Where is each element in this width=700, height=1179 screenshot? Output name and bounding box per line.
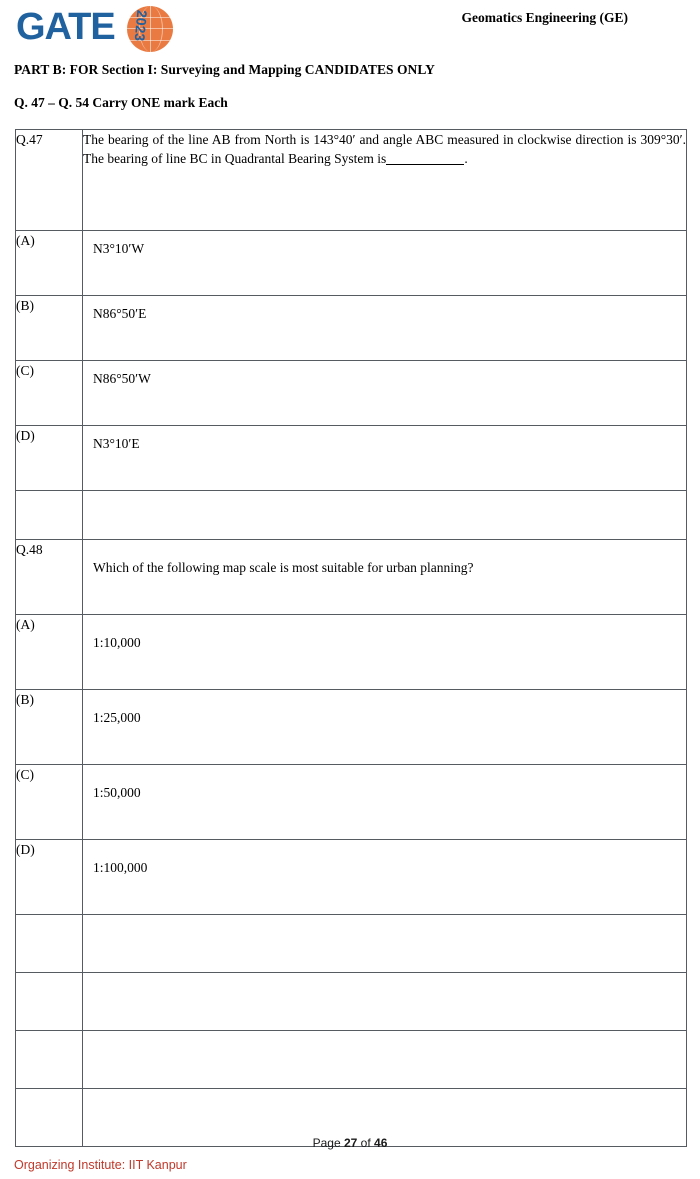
table-row-empty <box>16 1031 687 1089</box>
table-row[interactable] <box>16 296 687 361</box>
option-value-q47-b[interactable]: N86°50′E <box>83 296 687 361</box>
option-value-q48-d[interactable]: 1:100,000 <box>83 840 687 915</box>
option-label-q48-b: (B) <box>16 690 83 765</box>
table-row-empty <box>16 915 687 973</box>
option-value-q48-a[interactable]: 1:10,000 <box>83 615 687 690</box>
question-text-q47 <box>83 130 687 231</box>
question-text-q47-part2: . <box>464 151 468 167</box>
answer-blank <box>386 164 464 165</box>
question-text-q47-part1: The bearing of the line AB from North is 143°40′ and angle ABC measured in clockwise direction is 309°30′. The bearing of line BC in Quadrantal Bearing System is <box>83 132 686 167</box>
marks-heading: Q. 47 – Q. 54 Carry ONE mark Each <box>14 95 228 110</box>
question-text-q48: Which of the following map scale is most suitable for urban planning? <box>83 540 687 615</box>
table-row <box>16 540 687 615</box>
option-value-q48-b[interactable]: 1:25,000 <box>83 690 687 765</box>
option-value-q47-d[interactable]: N3°10′E <box>83 426 687 491</box>
table-row-empty <box>16 973 687 1031</box>
table-row <box>16 130 687 231</box>
table-row[interactable] <box>16 361 687 426</box>
question-number-q47: Q.47 <box>16 130 83 231</box>
footer-page-total: 46 <box>374 1136 388 1150</box>
option-value-q47-a[interactable]: N3°10′W <box>83 231 687 296</box>
table-row-spacer <box>16 491 687 540</box>
footer-page-prefix: Page <box>312 1136 344 1150</box>
option-label-q47-c: (C) <box>16 361 83 426</box>
footer-page-middle: of <box>357 1136 375 1150</box>
empty-cell-right-2 <box>83 973 687 1031</box>
empty-cell-right-1 <box>83 915 687 973</box>
option-label-q47-b: (B) <box>16 296 83 361</box>
page-header <box>0 0 700 58</box>
table-row[interactable] <box>16 765 687 840</box>
gate-logo <box>14 2 184 56</box>
table-row[interactable] <box>16 690 687 765</box>
gate-logo-text: GATE <box>16 6 115 48</box>
table-row[interactable] <box>16 426 687 491</box>
empty-cell-right-3 <box>83 1031 687 1089</box>
option-label-q47-d: (D) <box>16 426 83 491</box>
table-row[interactable] <box>16 840 687 915</box>
spacer-cell-left <box>16 491 83 540</box>
footer-organizing-institute: Organizing Institute: IIT Kanpur <box>14 1158 187 1172</box>
empty-cell-left-3 <box>16 1031 83 1089</box>
gate-logo-year: 2023 <box>131 9 151 42</box>
option-label-q48-a: (A) <box>16 615 83 690</box>
option-label-q48-d: (D) <box>16 840 83 915</box>
table-row[interactable] <box>16 231 687 296</box>
footer-page-current: 27 <box>343 1136 358 1150</box>
option-value-q48-c[interactable]: 1:50,000 <box>83 765 687 840</box>
part-b-heading: PART B: FOR Section I: Surveying and Mapping CANDIDATES ONLY <box>14 62 435 77</box>
header-subject-title: Geomatics Engineering (GE) <box>461 10 628 25</box>
question-number-q48: Q.48 <box>16 540 83 615</box>
question-table <box>15 129 687 1147</box>
table-row[interactable] <box>16 615 687 690</box>
spacer-cell-right <box>83 491 687 540</box>
option-value-q47-c[interactable]: N86°50′W <box>83 361 687 426</box>
empty-cell-left-2 <box>16 973 83 1031</box>
footer-page-number <box>0 1136 700 1150</box>
option-label-q47-a: (A) <box>16 231 83 296</box>
empty-cell-left-1 <box>16 915 83 973</box>
option-label-q48-c: (C) <box>16 765 83 840</box>
